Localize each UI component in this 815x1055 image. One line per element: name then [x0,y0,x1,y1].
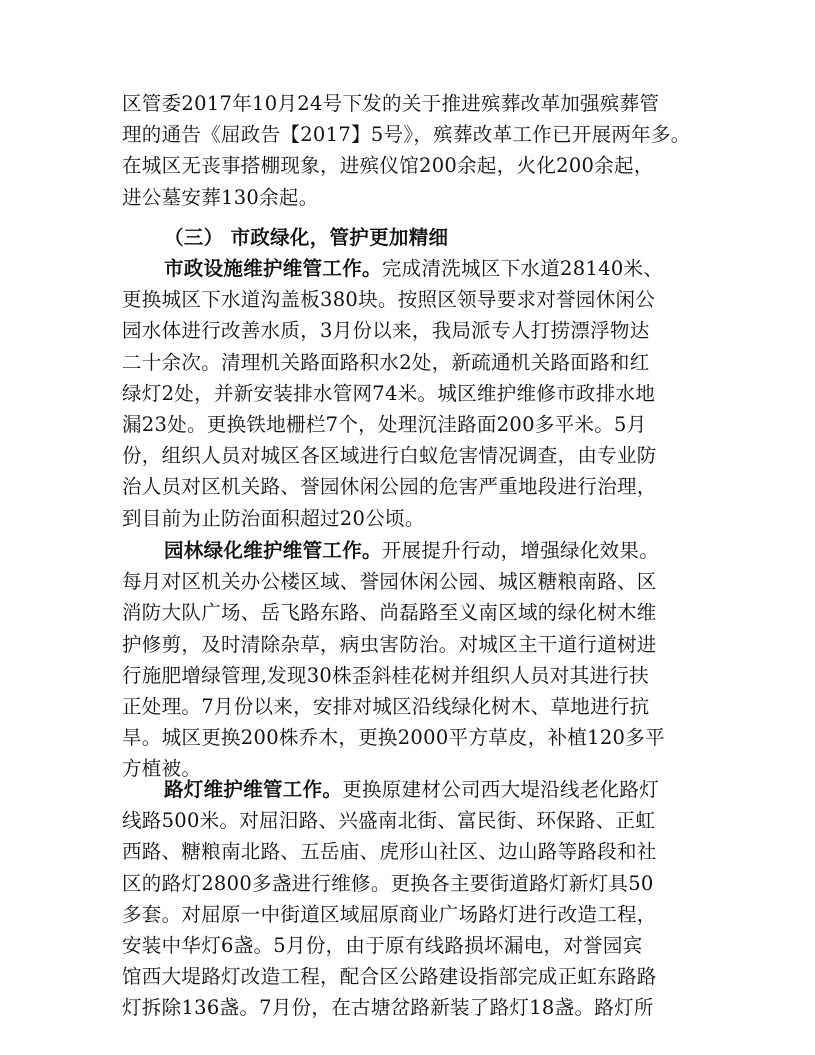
paragraph-line: 理的通告《屈政告【2017】5号》，殡葬改革工作已开展两年多。 [122,123,691,147]
paragraph-line: 漏23处。更换铁地栅栏7个，处理沉洼路面200多平米。5月 [122,412,647,436]
paragraph-line: 进公墓安葬130余起。 [122,185,319,209]
paragraph-first-line [122,535,692,566]
paragraph-line: 园水体进行改善水质，3月份以来，我局派专人打捞漂浮物达 [122,319,650,343]
paragraph-line: 区的路灯2800多盏进行维修。更换各主要街道路灯新灯具50 [122,871,654,895]
paragraph-first-line-text: 开展提升行动，增强绿化效果。 [381,539,660,562]
greening-paragraph [122,535,692,785]
streetlight-paragraph [122,774,692,1024]
paragraph-line: 护修剪，及时清除杂草，病虫害防治。对城区主干道行道树进 [122,632,657,656]
paragraph-line: 到目前为止防治面积超过20公顷。 [122,506,425,530]
paragraph-line: 每月对区机关办公楼区域、誉园休闲公园、城区糖粮南路、区 [122,570,657,594]
paragraph-line: 方植被。 [122,757,202,781]
paragraph-first-line-text: 更换原建材公司西大堤沿线老化路灯 [342,778,660,801]
intro-paragraph [122,88,692,213]
paragraph-first-line [122,774,692,805]
paragraph-line: 旱。城区更换200株乔木，更换2000平方草皮，补植120多平 [122,726,665,750]
paragraph-line: 灯拆除136盏。7月份，在古塘岔路新装了路灯18盏。路灯所 [122,996,654,1020]
paragraph-lead-title: 路灯维护维管工作。 [164,778,343,801]
paragraph-line: 更换城区下水道沟盖板380块。按照区领导要求对誉园休闲公 [122,288,656,312]
paragraph-lead-title: 市政设施维护维管工作。 [164,257,382,280]
paragraph-line: 绿灯2处，并新安装排水管网74米。城区维护维修市政排水地 [122,381,656,405]
paragraph-line: 治人员对区机关路、誉园休闲公园的危害严重地段进行治理， [122,475,657,499]
paragraph-lead-title: 园林绿化维护维管工作。 [164,539,382,562]
paragraph-line: 区管委2017年10月24号下发的关于推进殡葬改革加强殡葬管 [122,92,660,115]
municipal-paragraph [122,253,692,534]
paragraph-first-line-text: 完成清洗城区下水道28140米、 [381,257,664,280]
section-heading-block [122,222,692,253]
paragraph-first-line [122,253,692,284]
paragraph-line: 二十余次。清理机关路面路积水2处，新疏通机关路面路和红 [122,350,650,374]
paragraph-line: 正处理。7月份以来，安排对城区沿线绿化树木、草地进行抗 [122,694,650,718]
paragraph-line: 馆西大堤路灯改造工程，配合区公路建设指部完成正虹东路路 [122,965,657,989]
section-heading: （三） 市政绿化，管护更加精细 [164,226,449,249]
paragraph-line: 行施肥增绿管理,发现30株歪斜桂花树并组织人员对其进行扶 [122,663,649,687]
paragraph-line: 在城区无丧事搭棚现象，进殡仪馆200余起，火化200余起， [122,154,654,178]
paragraph-line: 份，组织人员对城区各区域进行白蚁危害情况调查，由专业防 [122,444,657,468]
paragraph-line: 消防大队广场、岳飞路东路、尚磊路至义南区域的绿化树木维 [122,601,657,625]
paragraph-line: 多套。对屈原一中街道区域屈原商业广场路灯进行改造工程， [122,902,657,926]
paragraph-line: 安装中华灯6盏。5月份，由于原有线路损坏漏电，对誉园宾 [122,933,643,957]
paragraph-line: 线路500米。对屈汨路、兴盛南北街、富民街、环保路、正虹 [122,809,656,833]
paragraph-line: 西路、糖粮南北路、五岳庙、虎形山社区、边山路等路段和社 [122,840,657,864]
